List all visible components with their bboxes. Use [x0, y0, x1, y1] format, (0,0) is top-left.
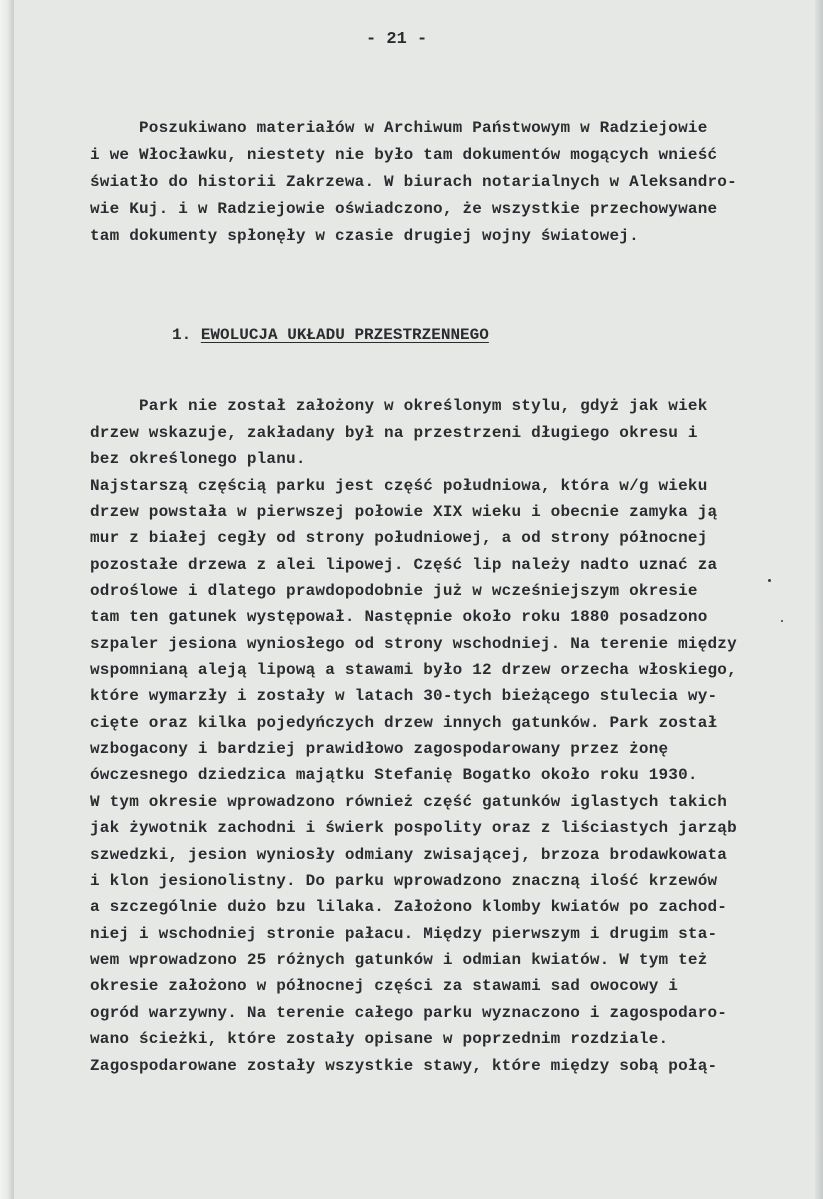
- text-line: wie Kuj. i w Radziejowie oświadczono, że wszystkie przechowywane: [90, 200, 718, 218]
- text-line: ówczesnego dziedzica majątku Stefanię Bogatko około roku 1930.: [90, 766, 698, 784]
- text-line: cięte oraz kilka pojedyńczych drzew innych gatunków. Park został: [90, 714, 718, 732]
- text-line: i we Włocławku, niestety nie było tam dokumentów mogących wnieść: [90, 146, 718, 164]
- text-line: pozostałe drzewa z alei lipowej. Część lip należy nadto uznać za: [90, 556, 718, 574]
- text-line: światło do historii Zakrzewa. W biurach notarialnych w Aleksandro-: [90, 173, 737, 191]
- ink-speck: [781, 620, 783, 622]
- section-number: 1.: [172, 326, 192, 344]
- text-line: wzbogacony i bardziej prawidłowo zagospodarowany przez żonę: [90, 740, 669, 758]
- text-line: Najstarszą częścią parku jest część południowa, która w/g wieku: [90, 477, 708, 495]
- text-line: szwedzki, jesion wyniosły odmiany zwisającej, brzoza brodawkowata: [90, 846, 728, 864]
- text-line: mur z białej cegły od strony południowej, a od strony północnej: [90, 529, 708, 547]
- section-title: EWOLUCJA UKŁADU PRZESTRZENNEGO: [200, 326, 489, 344]
- text-line: wspomnianą aleją lipową a stawami było 12 drzew orzecha włoskiego,: [90, 661, 737, 679]
- text-line: bez określonego planu.: [90, 450, 306, 468]
- text-line: wano ścieżki, które zostały opisane w poprzednim rozdziale.: [90, 1030, 669, 1048]
- text-line: które wymarzły i zostały w latach 30-tych bieżącego stulecia wy-: [90, 687, 718, 705]
- page-number: - 21 -: [366, 30, 428, 49]
- text-line: niej i wschodniej stronie pałacu. Między pierwszym i drugim sta-: [90, 925, 718, 943]
- text-line: Zagospodarowane zostały wszystkie stawy, które między sobą połą-: [90, 1057, 718, 1075]
- section-heading: [172, 326, 489, 344]
- text-line: drzew wskazuje, zakładany był na przestrzeni długiego okresu i: [90, 424, 698, 442]
- text-line: tam ten gatunek występował. Następnie około roku 1880 posadzono: [90, 608, 708, 626]
- text-line: i klon jesionolistny. Do parku wprowadzono znaczną ilość krzewów: [90, 872, 718, 890]
- text-line: a szczególnie dużo bzu lilaka. Założono klomby kwiatów po zachod-: [90, 898, 728, 916]
- ink-speck: [768, 579, 771, 582]
- text-line: okresie założono w północnej części za stawami sad owocowy i: [90, 977, 679, 995]
- text-line: szpaler jesiona wyniosłego od strony wschodniej. Na terenie między: [90, 635, 737, 653]
- text-line: Park nie został założony w określonym stylu, gdyż jak wiek: [90, 397, 708, 415]
- text-line: ogród warzywny. Na terenie całego parku wyznaczono i zagospodaro-: [90, 1004, 728, 1022]
- text-line: wem wprowadzono 25 różnych gatunków i odmian kwiatów. W tym też: [90, 951, 708, 969]
- page-edge: [815, 0, 823, 1199]
- text-line: Poszukiwano materiałów w Archiwum Państwowym w Radziejowie: [90, 119, 708, 137]
- text-line: W tym okresie wprowadzono również część gatunków iglastych takich: [90, 793, 728, 811]
- text-line: drzew powstała w pierwszej połowie XIX wieku i obecnie zamyka ją: [90, 503, 718, 521]
- text-line: odroślowe i dlatego prawdopodobnie już w wcześniejszym okresie: [90, 582, 698, 600]
- text-line: jak żywotnik zachodni i świerk pospolity oraz z liściastych jarząb: [90, 819, 737, 837]
- binding-edge: [0, 0, 14, 1199]
- text-line: tam dokumenty spłonęły w czasie drugiej wojny światowej.: [90, 227, 639, 245]
